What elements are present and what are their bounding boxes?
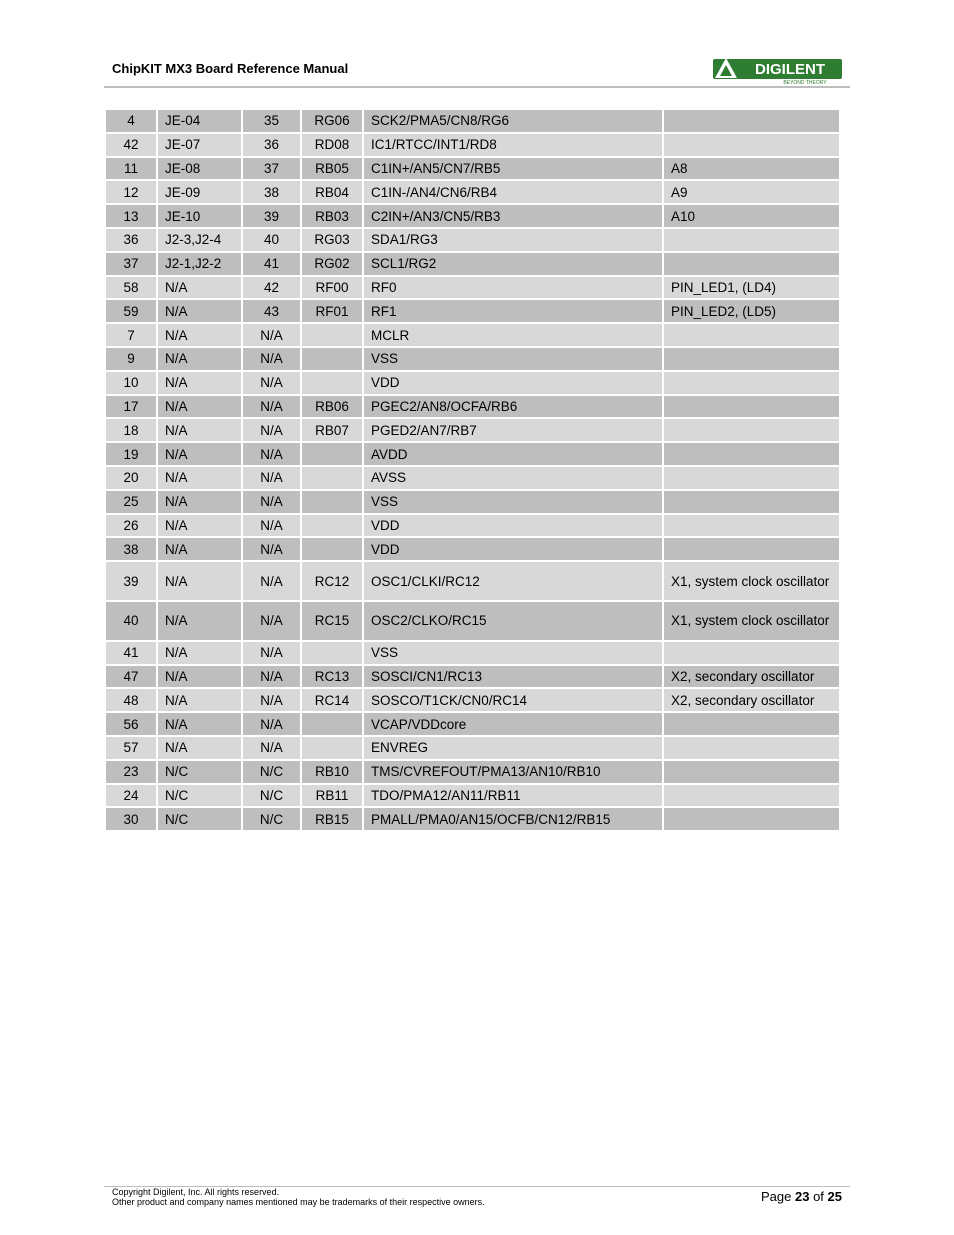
pin-table (104, 108, 841, 832)
cell-signal: C2IN+/AN3/CN5/RB3 (364, 205, 662, 227)
cell-notes (664, 324, 839, 346)
cell-chipkit-pin: 36 (243, 134, 300, 156)
cell-pin: 37 (106, 253, 156, 275)
cell-port: RB11 (302, 785, 362, 807)
cell-chipkit-pin: 43 (243, 300, 300, 322)
cell-signal: VSS (364, 491, 662, 513)
cell-signal: IC1/RTCC/INT1/RD8 (364, 134, 662, 156)
cell-connector: N/A (158, 515, 241, 537)
cell-port: RF00 (302, 277, 362, 299)
page-number (761, 1189, 842, 1204)
cell-chipkit-pin: N/C (243, 808, 300, 830)
cell-connector: N/A (158, 396, 241, 418)
cell-port: RB07 (302, 419, 362, 441)
cell-signal: VCAP/VDDcore (364, 713, 662, 735)
cell-notes (664, 443, 839, 465)
cell-port: RB04 (302, 181, 362, 203)
cell-signal: PGEC2/AN8/OCFA/RB6 (364, 396, 662, 418)
cell-port (302, 737, 362, 759)
pin-table-body (106, 110, 839, 830)
cell-chipkit-pin: 39 (243, 205, 300, 227)
cell-port (302, 348, 362, 370)
cell-chipkit-pin: N/A (243, 538, 300, 560)
cell-connector: N/A (158, 443, 241, 465)
cell-chipkit-pin: N/A (243, 419, 300, 441)
logo-text: DIGILENT (755, 61, 825, 78)
cell-pin: 26 (106, 515, 156, 537)
cell-notes (664, 419, 839, 441)
cell-signal: RF0 (364, 277, 662, 299)
cell-connector: N/A (158, 491, 241, 513)
table-row (106, 642, 839, 664)
cell-port: RC14 (302, 689, 362, 711)
cell-notes (664, 110, 839, 132)
cell-chipkit-pin: N/A (243, 348, 300, 370)
cell-pin: 23 (106, 761, 156, 783)
table-row (106, 785, 839, 807)
cell-pin: 39 (106, 562, 156, 600)
table-row (106, 110, 839, 132)
cell-notes (664, 491, 839, 513)
cell-notes (664, 737, 839, 759)
cell-port: RC13 (302, 666, 362, 688)
cell-pin: 20 (106, 467, 156, 489)
cell-pin: 17 (106, 396, 156, 418)
cell-signal: SOSCO/T1CK/CN0/RC14 (364, 689, 662, 711)
cell-signal: ENVREG (364, 737, 662, 759)
table-row (106, 253, 839, 275)
cell-chipkit-pin: N/A (243, 713, 300, 735)
page-current: 23 (794, 1189, 810, 1204)
cell-connector: N/A (158, 666, 241, 688)
cell-port (302, 372, 362, 394)
cell-connector: JE-07 (158, 134, 241, 156)
cell-chipkit-pin: N/A (243, 515, 300, 537)
cell-connector: N/C (158, 785, 241, 807)
cell-chipkit-pin: 37 (243, 158, 300, 180)
table-row (106, 419, 839, 441)
cell-chipkit-pin: N/A (243, 642, 300, 664)
cell-connector: J2-1,J2-2 (158, 253, 241, 275)
cell-chipkit-pin: N/A (243, 467, 300, 489)
table-row (106, 491, 839, 513)
table-row (106, 515, 839, 537)
cell-connector: N/C (158, 761, 241, 783)
cell-port: RB05 (302, 158, 362, 180)
cell-signal: OSC2/CLKO/RC15 (364, 602, 662, 640)
cell-notes (664, 808, 839, 830)
cell-chipkit-pin: 35 (243, 110, 300, 132)
cell-connector: N/A (158, 300, 241, 322)
cell-notes: A10 (664, 205, 839, 227)
cell-pin: 57 (106, 737, 156, 759)
cell-signal: C1IN+/AN5/CN7/RB5 (364, 158, 662, 180)
cell-notes (664, 785, 839, 807)
cell-connector: N/A (158, 562, 241, 600)
cell-pin: 30 (106, 808, 156, 830)
table-row (106, 348, 839, 370)
cell-chipkit-pin: N/A (243, 324, 300, 346)
page-of: of (813, 1189, 824, 1204)
cell-pin: 38 (106, 538, 156, 560)
cell-notes: PIN_LED2, (LD5) (664, 300, 839, 322)
cell-chipkit-pin: 40 (243, 229, 300, 251)
table-row (106, 277, 839, 299)
cell-pin: 4 (106, 110, 156, 132)
cell-signal: MCLR (364, 324, 662, 346)
logo-tagline: BEYOND THEORY (783, 80, 827, 85)
cell-pin: 59 (106, 300, 156, 322)
cell-connector: N/A (158, 348, 241, 370)
table-row (106, 443, 839, 465)
cell-pin: 48 (106, 689, 156, 711)
cell-pin: 11 (106, 158, 156, 180)
cell-chipkit-pin: 38 (243, 181, 300, 203)
cell-connector: N/A (158, 467, 241, 489)
cell-signal: TMS/CVREFOUT/PMA13/AN10/RB10 (364, 761, 662, 783)
cell-pin: 41 (106, 642, 156, 664)
table-row (106, 689, 839, 711)
cell-connector: N/A (158, 538, 241, 560)
cell-notes (664, 253, 839, 275)
cell-chipkit-pin: N/A (243, 443, 300, 465)
cell-notes: A8 (664, 158, 839, 180)
cell-pin: 19 (106, 443, 156, 465)
copyright-line: Copyright Digilent, Inc. All rights reserved. (112, 1187, 280, 1197)
cell-notes: X1, system clock oscillator (664, 562, 839, 600)
cell-signal: SCL1/RG2 (364, 253, 662, 275)
cell-chipkit-pin: N/C (243, 761, 300, 783)
table-row (106, 134, 839, 156)
table-row (106, 158, 839, 180)
cell-pin: 47 (106, 666, 156, 688)
cell-connector: N/A (158, 324, 241, 346)
table-row (106, 396, 839, 418)
cell-port: RG06 (302, 110, 362, 132)
table-row (106, 467, 839, 489)
cell-notes (664, 713, 839, 735)
cell-port: RD08 (302, 134, 362, 156)
cell-pin: 42 (106, 134, 156, 156)
cell-pin: 10 (106, 372, 156, 394)
cell-signal: AVDD (364, 443, 662, 465)
cell-port (302, 713, 362, 735)
cell-notes (664, 229, 839, 251)
cell-port (302, 324, 362, 346)
cell-notes: X2, secondary oscillator (664, 689, 839, 711)
header-rule (104, 86, 850, 88)
cell-connector: N/A (158, 689, 241, 711)
table-row (106, 324, 839, 346)
cell-port (302, 491, 362, 513)
cell-chipkit-pin: 41 (243, 253, 300, 275)
digilent-logo (713, 57, 842, 85)
cell-pin: 9 (106, 348, 156, 370)
page-prefix: Page (760, 1189, 792, 1204)
cell-connector: JE-10 (158, 205, 241, 227)
document-title: ChipKIT MX3 Board Reference Manual (112, 61, 349, 76)
table-row (106, 666, 839, 688)
table-row (106, 562, 839, 600)
table-row (106, 761, 839, 783)
cell-port: RF01 (302, 300, 362, 322)
cell-chipkit-pin: 42 (243, 277, 300, 299)
cell-pin: 36 (106, 229, 156, 251)
cell-chipkit-pin: N/A (243, 689, 300, 711)
cell-port (302, 642, 362, 664)
cell-notes: X2, secondary oscillator (664, 666, 839, 688)
cell-notes: X1, system clock oscillator (664, 602, 839, 640)
table-row (106, 300, 839, 322)
cell-notes: A9 (664, 181, 839, 203)
cell-chipkit-pin: N/C (243, 785, 300, 807)
cell-notes (664, 515, 839, 537)
cell-signal: VDD (364, 538, 662, 560)
cell-notes (664, 396, 839, 418)
cell-signal: SDA1/RG3 (364, 229, 662, 251)
cell-chipkit-pin: N/A (243, 737, 300, 759)
cell-port: RB06 (302, 396, 362, 418)
cell-port (302, 467, 362, 489)
cell-connector: N/A (158, 737, 241, 759)
table-row (106, 229, 839, 251)
cell-connector: N/A (158, 602, 241, 640)
cell-port (302, 443, 362, 465)
cell-notes (664, 134, 839, 156)
cell-signal: AVSS (364, 467, 662, 489)
cell-pin: 58 (106, 277, 156, 299)
cell-connector: N/A (158, 372, 241, 394)
cell-pin: 18 (106, 419, 156, 441)
table-row (106, 713, 839, 735)
footer-copyright (112, 1187, 485, 1207)
cell-signal: VDD (364, 515, 662, 537)
cell-port: RG03 (302, 229, 362, 251)
cell-signal: SCK2/PMA5/CN8/RG6 (364, 110, 662, 132)
cell-notes (664, 761, 839, 783)
cell-connector: JE-09 (158, 181, 241, 203)
cell-connector: N/A (158, 713, 241, 735)
cell-signal: VSS (364, 348, 662, 370)
cell-signal: SOSCI/CN1/RC13 (364, 666, 662, 688)
cell-connector: N/C (158, 808, 241, 830)
cell-connector: J2-3,J2-4 (158, 229, 241, 251)
table-row (106, 737, 839, 759)
cell-connector: N/A (158, 642, 241, 664)
cell-notes (664, 348, 839, 370)
cell-pin: 7 (106, 324, 156, 346)
table-row (106, 808, 839, 830)
cell-chipkit-pin: N/A (243, 396, 300, 418)
cell-connector: N/A (158, 277, 241, 299)
cell-port: RC12 (302, 562, 362, 600)
table-row (106, 181, 839, 203)
cell-port: RG02 (302, 253, 362, 275)
cell-notes (664, 467, 839, 489)
cell-chipkit-pin: N/A (243, 562, 300, 600)
cell-connector: JE-04 (158, 110, 241, 132)
cell-chipkit-pin: N/A (243, 602, 300, 640)
cell-connector: JE-08 (158, 158, 241, 180)
cell-notes (664, 372, 839, 394)
cell-signal: C1IN-/AN4/CN6/RB4 (364, 181, 662, 203)
cell-signal: OSC1/CLKI/RC12 (364, 562, 662, 600)
cell-chipkit-pin: N/A (243, 491, 300, 513)
cell-port: RB03 (302, 205, 362, 227)
cell-chipkit-pin: N/A (243, 666, 300, 688)
table-row (106, 538, 839, 560)
cell-port: RB10 (302, 761, 362, 783)
cell-port (302, 515, 362, 537)
cell-notes: PIN_LED1, (LD4) (664, 277, 839, 299)
cell-pin: 13 (106, 205, 156, 227)
cell-notes (664, 538, 839, 560)
table-row (106, 205, 839, 227)
cell-signal: RF1 (364, 300, 662, 322)
cell-signal: VDD (364, 372, 662, 394)
cell-port: RC15 (302, 602, 362, 640)
trademark-line: Other product and company names mentioned may be trademarks of their respective owners. (112, 1197, 485, 1207)
cell-port: RB15 (302, 808, 362, 830)
cell-pin: 56 (106, 713, 156, 735)
cell-signal: VSS (364, 642, 662, 664)
cell-pin: 24 (106, 785, 156, 807)
cell-signal: PGED2/AN7/RB7 (364, 419, 662, 441)
cell-pin: 25 (106, 491, 156, 513)
table-row (106, 372, 839, 394)
cell-chipkit-pin: N/A (243, 372, 300, 394)
cell-notes (664, 642, 839, 664)
cell-signal: TDO/PMA12/AN11/RB11 (364, 785, 662, 807)
cell-connector: N/A (158, 419, 241, 441)
table-row (106, 602, 839, 640)
cell-pin: 12 (106, 181, 156, 203)
page-total: 25 (827, 1189, 842, 1204)
cell-pin: 40 (106, 602, 156, 640)
cell-port (302, 538, 362, 560)
cell-signal: PMALL/PMA0/AN15/OCFB/CN12/RB15 (364, 808, 662, 830)
